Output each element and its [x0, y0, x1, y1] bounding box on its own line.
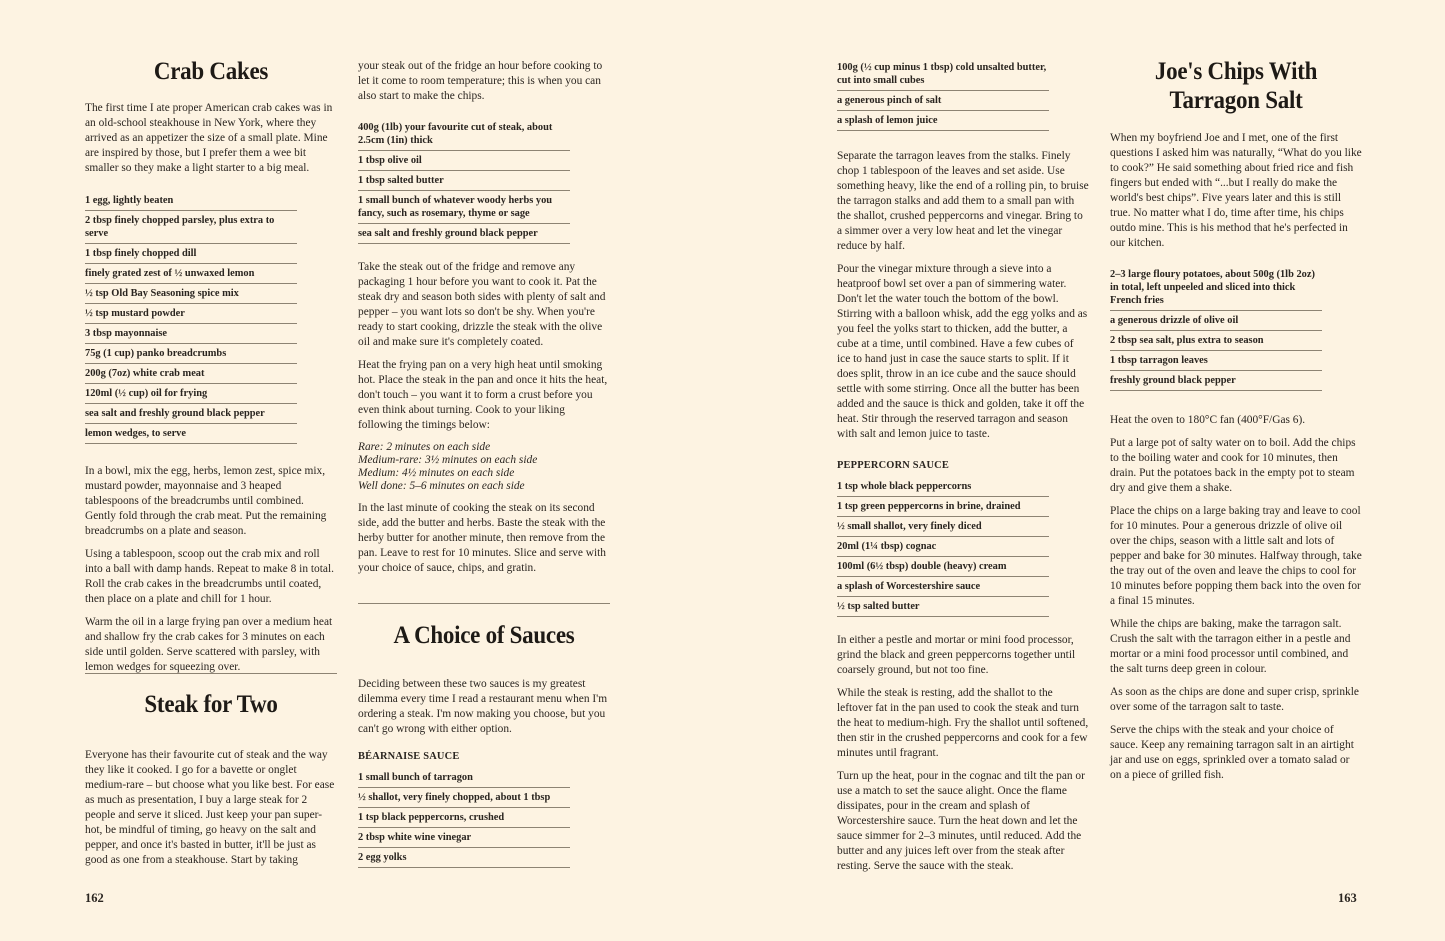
ingredient-item: 1 small bunch of tarragon — [358, 768, 570, 788]
bearnaise-method — [837, 149, 1089, 442]
ingredient-item: a generous drizzle of olive oil — [1110, 311, 1322, 331]
section-divider — [358, 603, 610, 604]
ingredient-item: 100g (½ cup minus 1 tbsp) cold unsalted butter, cut into small cubes — [837, 58, 1049, 91]
recipe-title-chips: Joe's Chips With Tarragon Salt — [1154, 58, 1318, 114]
page-number-left: 162 — [85, 891, 104, 905]
timing-line: Medium-rare: 3½ minutes on each side — [358, 454, 538, 466]
steak-ingredients — [358, 118, 570, 244]
ingredient-item: 2 tbsp sea salt, plus extra to season — [1110, 331, 1322, 351]
method-paragraph: Heat the frying pan on a very high heat until smoking hot. Place the steak in the pan and once it hits the heat, don't touch – you want it to form a crust before you even think about turning. Cook to your liking following the timings below: — [358, 359, 608, 431]
method-paragraph: Place the chips on a large baking tray and leave to cool for 10 minutes. Pour a generous drizzle of olive oil over the chips, season with a little salt and lots of pepper and bake for 30 minutes. Halfway through, take the tray out of the oven and leave the chips to cool for 10 minutes before popping them back into the oven for a final 15 minutes. — [1110, 505, 1362, 607]
ingredient-item: 2 tbsp finely chopped parsley, plus extra to serve — [85, 211, 297, 244]
method-paragraph: Pour the vinegar mixture through a sieve into a heatproof bowl set over a pan of simmering water. Don't let the water touch the bottom of the bowl. Stirring with a balloon whisk, add the egg yolks and as you feel the yolks start to thicken, add the butter, a cube at a time, until combined. Have a few cubes of ice to hand just in case the sauce starts to split. If it does split, throw in an ice cube and the sauce should settle with some stirring. Once all the butter has been added and the sauce is thick and golden, take it off the heat. Stir through the reserved tarragon and season with salt and lemon juice to taste. — [837, 263, 1088, 440]
ingredient-item: 120ml (½ cup) oil for frying — [85, 384, 297, 404]
ingredient-item: 1 tsp green peppercorns in brine, drained — [837, 497, 1049, 517]
timing-line: Medium: 4½ minutes on each side — [358, 467, 515, 479]
ingredient-item: ½ tsp mustard powder — [85, 304, 297, 324]
method-paragraph: Separate the tarragon leaves from the stalks. Finely chop 1 tablespoon of the leaves and set aside. Use something heavy, like the end of a rolling pin, to bruise the tarragon stalks and add them to a small pan with the shallot, crushed peppercorns and vinegar. Bring to a simmer over a very low heat and let the vinegar reduce by half. — [837, 150, 1089, 252]
column-3 — [837, 58, 1089, 882]
method-paragraph: Warm the oil in a large frying pan over a medium heat and shallow fry the crab cakes for 3 minutes on each side until golden. Serve scattered with parsley, with lemon wedges for squeezing over. — [85, 616, 333, 673]
peppercorn-method — [837, 633, 1089, 874]
method-paragraph: As soon as the chips are done and super crisp, sprinkle over some of the tarragon salt to taste. — [1110, 686, 1359, 713]
steak-intro: Everyone has their favourite cut of steak and the way they like it cooked. I go for a bavette or onglet medium-rare – but choose what you like best. For ease as much as presentation, I buy a large steak for 2 people and serve it sliced. Just keep your pan super-hot, be mindful of timing, go heavy on the salt and pepper, and once it's basted in butter, it'll be just as good as one from a steakhouse. Start by taking — [85, 749, 335, 866]
method-paragraph: Turn up the heat, pour in the cognac and tilt the pan or use a match to set the sauce alight. Once the flame dissipates, pour in the cream and splash of Worcestershire sauce. Turn the heat down and let the sauce simmer for 2–3 minutes, until reduced. Add the butter and any juices left over from the steak after resting. Serve the sauce with the steak. — [837, 770, 1085, 872]
ingredient-item: 2–3 large floury potatoes, about 500g (1lb 2oz) in total, left unpeeled and sliced into thick French fries — [1110, 265, 1322, 311]
steak-intro-continued: your steak out of the fridge an hour before cooking to let it come to room temperature; this is when you can also start to make the chips. — [358, 60, 603, 102]
bearnaise-heading: BÉARNAISE SAUCE — [358, 751, 460, 762]
recipe-title-steak: Steak for Two — [144, 691, 278, 718]
crab-cakes-method — [85, 464, 337, 675]
steak-timings — [358, 441, 610, 493]
peppercorn-ingredients — [837, 477, 1049, 617]
ingredient-item: ½ tsp Old Bay Seasoning spice mix — [85, 284, 297, 304]
timing-line: Rare: 2 minutes on each side — [358, 441, 491, 453]
method-paragraph: Serve the chips with the steak and your choice of sauce. Keep any remaining tarragon salt in an airtight jar and use on eggs, sprinkled over a tomato salad or on a piece of grilled fish. — [1110, 724, 1354, 781]
ingredient-item: sea salt and freshly ground black pepper — [85, 404, 297, 424]
method-paragraph: While the steak is resting, add the shallot to the leftover fat in the pan used to cook the steak and turn the heat to medium-high. Fry the shallot until softened, then stir in the crushed peppercorns and cook for a few minutes until fragrant. — [837, 687, 1089, 759]
chips-method — [1110, 413, 1362, 783]
chips-ingredients — [1110, 265, 1322, 391]
ingredient-item: 2 egg yolks — [358, 848, 570, 868]
ingredient-item: 1 small bunch of whatever woody herbs you fancy, such as rosemary, thyme or sage — [358, 191, 570, 224]
column-1 — [85, 57, 337, 866]
bearnaise-ingredients-continued — [837, 58, 1049, 131]
ingredient-item: 1 tbsp salted butter — [358, 171, 570, 191]
recipe-title-sauces: A Choice of Sauces — [393, 622, 575, 649]
ingredient-item: 400g (1lb) your favourite cut of steak, about 2.5cm (1in) thick — [358, 118, 570, 151]
ingredient-item: 1 tbsp tarragon leaves — [1110, 351, 1322, 371]
ingredient-item: lemon wedges, to serve — [85, 424, 297, 444]
ingredient-item: 75g (1 cup) panko breadcrumbs — [85, 344, 297, 364]
ingredient-item: 1 tsp whole black peppercorns — [837, 477, 1049, 497]
column-2 — [358, 59, 610, 863]
column-4 — [1110, 57, 1362, 791]
method-paragraph: Using a tablespoon, scoop out the crab mix and roll into a ball with damp hands. Repeat to make 8 in total. Roll the crab cakes in the breadcrumbs until coated, then place on a plate and chill for 1 hour. — [85, 548, 334, 605]
ingredient-item: ½ shallot, very finely chopped, about 1 tbsp — [358, 788, 570, 808]
recipe-title-crab-cakes: Crab Cakes — [153, 58, 269, 85]
method-paragraph: Put a large pot of salty water on to boil. Add the chips to the boiling water and cook for 10 minutes, then drain. Put the potatoes back in the empty pot to steam dry and give them a shake. — [1110, 437, 1356, 494]
ingredient-item: finely grated zest of ½ unwaxed lemon — [85, 264, 297, 284]
ingredient-item: 1 tbsp olive oil — [358, 151, 570, 171]
ingredient-item: sea salt and freshly ground black pepper — [358, 224, 570, 244]
ingredient-item: 200g (7oz) white crab meat — [85, 364, 297, 384]
peppercorn-heading: PEPPERCORN SAUCE — [837, 460, 950, 471]
ingredient-item: a splash of Worcestershire sauce — [837, 577, 1049, 597]
ingredient-item: 100ml (6½ tbsp) double (heavy) cream — [837, 557, 1049, 577]
ingredient-item: 1 tbsp finely chopped dill — [85, 244, 297, 264]
crab-cakes-ingredients — [85, 191, 297, 444]
method-paragraph: Take the steak out of the fridge and remove any packaging 1 hour before you want to cook it. Pat the steak dry and season both sides with plenty of salt and pepper – you want lots so don't be shy. When you're ready to start cooking, drizzle the steak with the olive oil and make sure it's completely coated. — [358, 261, 606, 348]
ingredient-item: freshly ground black pepper — [1110, 371, 1322, 391]
ingredient-item: 1 tsp black peppercorns, crushed — [358, 808, 570, 828]
method-paragraph: Heat the oven to 180°C fan (400°F/Gas 6). — [1110, 414, 1306, 426]
chips-intro: When my boyfriend Joe and I met, one of the first questions I asked him was naturally, “What do you like to cook?” He said something about fried rice and fish fingers but ended with “...but I really do make the world's best chips”. Five years later and this is still true. No matter what I do, time after time, his chips outdo mine. This is his method that he's perfected in our kitchen. — [1110, 132, 1362, 249]
ingredient-item: 2 tbsp white wine vinegar — [358, 828, 570, 848]
ingredient-item: ½ tsp salted butter — [837, 597, 1049, 617]
ingredient-item: ½ small shallot, very finely diced — [837, 517, 1049, 537]
method-paragraph: While the chips are baking, make the tarragon salt. Crush the salt with the tarragon either in a pestle and mortar or a mini food processor until combined, and the salt turns deep green in colour. — [1110, 618, 1351, 675]
ingredient-item: 1 egg, lightly beaten — [85, 191, 297, 211]
sauces-intro: Deciding between these two sauces is my greatest dilemma every time I read a restaurant menu when I'm ordering a steak. I'm now making you choose, but you can't go wrong with either option. — [358, 678, 608, 735]
ingredient-item: a generous pinch of salt — [837, 91, 1049, 111]
section-divider — [85, 673, 337, 674]
ingredient-item: 3 tbsp mayonnaise — [85, 324, 297, 344]
bearnaise-ingredients — [358, 768, 570, 868]
steak-method — [358, 260, 610, 433]
method-paragraph: In either a pestle and mortar or mini food processor, grind the black and green peppercorns together until coarsely ground, but not too fine. — [837, 634, 1076, 676]
steak-method-end: In the last minute of cooking the steak on its second side, add the butter and herbs. Baste the steak with the herby butter for another minute, then remove from the pan. Leave to rest for 10 minutes. Slice and serve with your choice of sauce, chips, and gratin. — [358, 502, 606, 574]
sauces-section — [358, 677, 610, 884]
timing-line: Well done: 5–6 minutes on each side — [358, 480, 525, 492]
page-number-right: 163 — [1338, 891, 1357, 905]
ingredient-item: 20ml (1¼ tbsp) cognac — [837, 537, 1049, 557]
ingredient-item: a splash of lemon juice — [837, 111, 1049, 131]
method-paragraph: In a bowl, mix the egg, herbs, lemon zest, spice mix, mustard powder, mayonnaise and 3 heaped tablespoons of the breadcrumbs until combined. Gently fold through the crab meat. Put the remaining breadcrumbs on a plate and season. — [85, 465, 327, 537]
crab-cakes-intro: The first time I ate proper American crab cakes was in an old-school steakhouse in New York, where they arrived as an appetizer the size of a small plate. Mine are inspired by those, but I prefer them a wee bit smaller so they make a light starter to a big meal. — [85, 102, 333, 174]
